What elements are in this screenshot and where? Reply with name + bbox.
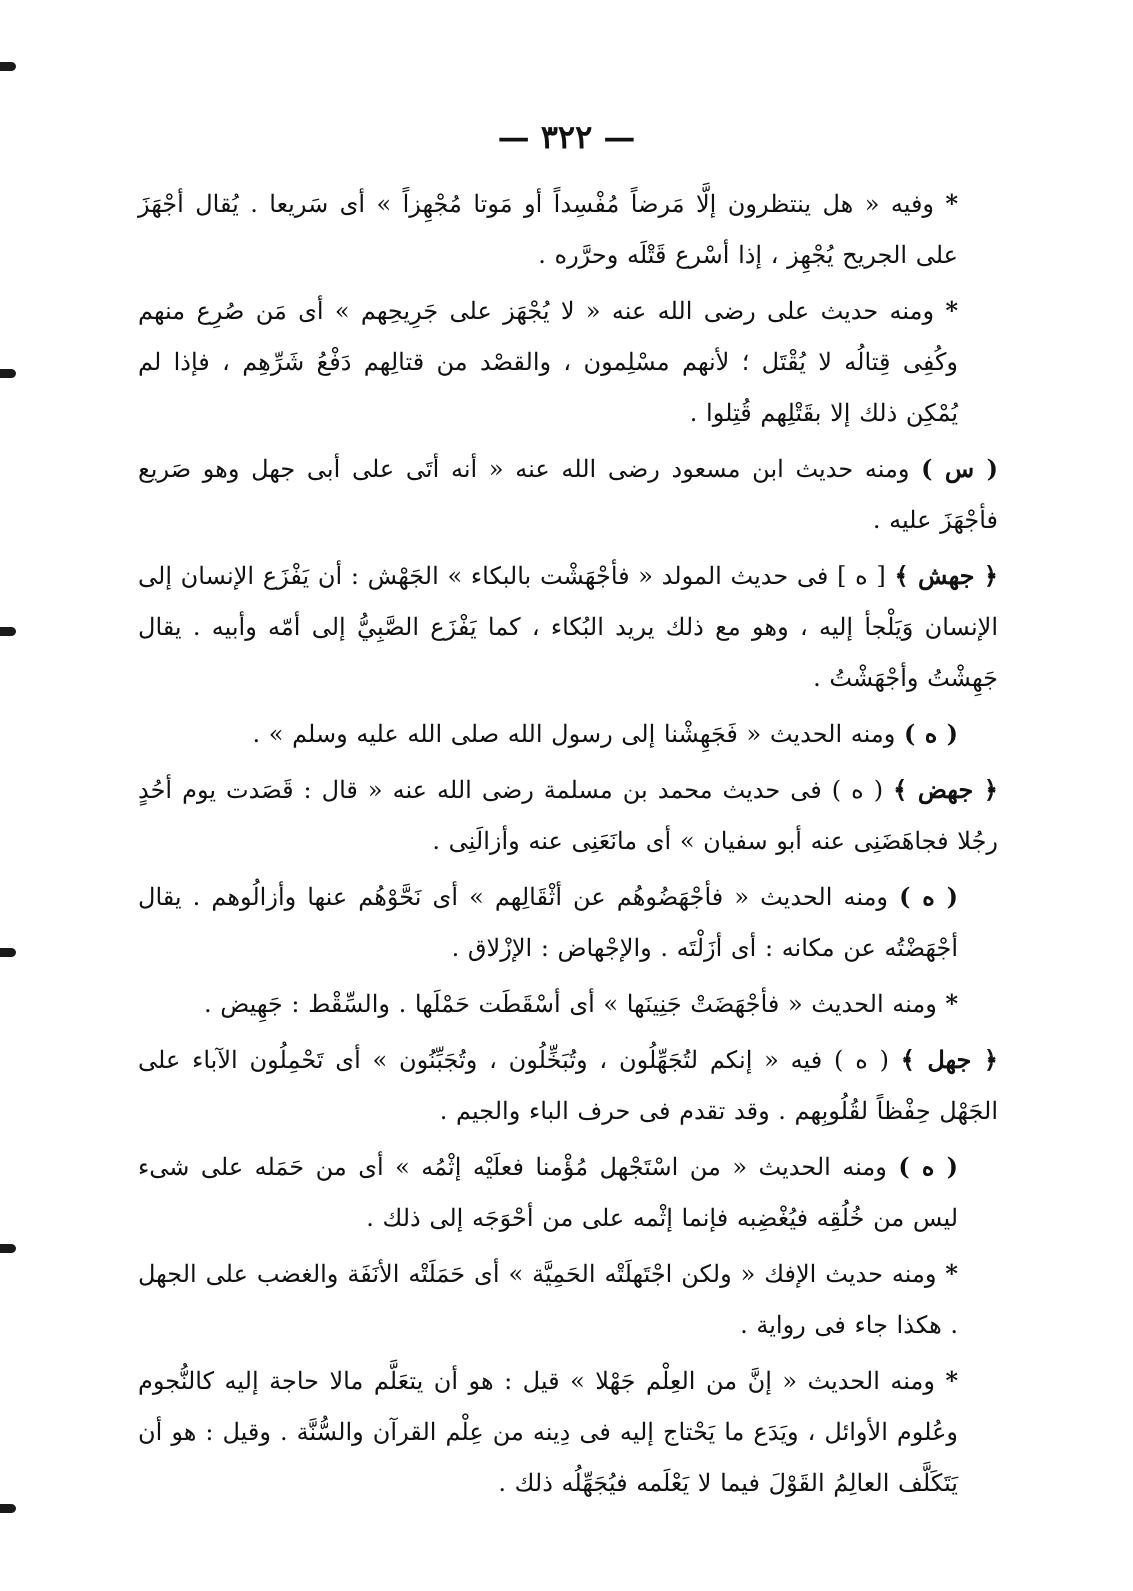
entry-paragraph	[138, 1141, 998, 1244]
entry-paragraph	[138, 708, 998, 760]
entry-text: ومنه الحديث « من اسْتَجْهل مُؤْمنا فعلَيْه إثْمُه » أى من حَمَله على شىء ليس من خُلُقِه فيُغْضِبه فإنما إثْمه على من أحْوَجَه إلى ذلك .	[138, 1153, 958, 1232]
entry-marker: ( ه )	[899, 882, 958, 911]
entry-text: ومنه الحديث « فأجْهَضُوهُم عن أثْقَالِهم » أى نَحَّوْهُم عنها وأزالُوهم . يقال أجْهَضْتُه عن مكانه : أى أزَلْتَه . والإجْهاض : الإزْلاق .	[138, 883, 958, 962]
entry-paragraph	[138, 764, 998, 867]
entry-marker: ( ه )	[898, 1152, 958, 1181]
entry-text: ومنه حديث الإفك « ولكن اجْتَهلَتْه الحَمِيَّة » أى حَمَلَتْه الأنَفَة والغضب على الجهل . هكذا جاء فى رواية .	[138, 1260, 958, 1339]
entry-text: ومنه الحديث « إنَّ من العِلْم جَهْلا » قيل : هو أن يتعَلَّم مالا حاجة إليه كالنُّجوم وعُلوم الأوائل ، ويَدَع ما يَحْتاج إليه فى دِينه من عِلْم القرآن والسُّنَّة . وقيل : هو أن يَتَكَلَّف العالِمُ القَوْلَ فيما لا يَعْلَمه فيُجَهِّلُه ذلك .	[138, 1367, 958, 1497]
entry-marker: ( ه )	[904, 719, 958, 748]
edge-mark	[0, 948, 16, 957]
edge-mark	[0, 62, 16, 71]
entry-text: ( ه ) فى حديث محمد بن مسلمة رضى الله عنه « قال : قَصَدت يوم أحُدٍ رجُلا فجاهَضَنِى عنه أبو سفيان » أى مانَعَنِى عنه وأزالَنِى .	[138, 776, 998, 855]
entry-marker: *	[945, 189, 958, 218]
entry-marker: *	[945, 296, 958, 325]
entry-text: ومنه حديث على رضى الله عنه « لا يُجْهَز على جَرِيحِهم » أى مَن صُرِع منهم وكُفِى قِتالُه لا يُقْتَل ؛ لأنهم مسْلِمون ، والقصْد من قتالِهم دَفْعُ شَرِّهِم ، فإذا لم يُمْكِن ذلك إلا بقَتْلِهم قُتِلوا .	[138, 297, 958, 427]
entry-headword: ﴿ جهل ﴾	[900, 1045, 998, 1074]
entry-paragraph	[138, 285, 998, 439]
entry-headword: ﴿ جهض ﴾	[893, 775, 998, 804]
entry-text: ومنه حديث ابن مسعود رضى الله عنه « أنه أتَى على أبى جهل وهو صَريع فأجْهَزَ عليه .	[138, 455, 998, 534]
page-number: — ٣٢٢ —	[497, 118, 636, 156]
entry-marker: *	[945, 989, 958, 1018]
entry-paragraph	[138, 550, 998, 704]
entry-text: ( ه ) فيه « إنكم لتُجَهِّلُون ، وتُبَخِّلُون ، وتُجَبِّنُون » أى تَحْمِلُون الآباء على الجَهْل حِفْظاً لقُلُوبِهم . وقد تقدم فى حرف الباء والجيم .	[138, 1046, 998, 1125]
entry-paragraph	[138, 1034, 998, 1137]
entry-text: وفيه « هل ينتظرون إلَّا مَرضاً مُفْسِداً أو مَوتا مُجْهِزاً » أى سَريعا . يُقال أجْهَزَ على الجريح يُجْهِز ، إذا أسْرع قَتْلَه وحرَّره .	[138, 190, 958, 269]
edge-mark	[0, 369, 16, 378]
entry-paragraph	[138, 1355, 998, 1509]
entry-headword: ﴿ جهش ﴾	[894, 561, 998, 590]
text-block	[138, 178, 998, 1513]
entry-paragraph	[138, 443, 998, 546]
entry-paragraph	[138, 978, 998, 1030]
entry-paragraph	[138, 1248, 998, 1351]
entry-marker: ( س )	[921, 454, 998, 483]
entry-paragraph	[138, 871, 998, 974]
entry-text: [ ه ] فى حديث المولد « فأجْهَشْت بالبكاء » الجَهْش : أن يَفْزَع الإنسان إلى الإنسان وَيَلْجأ إليه ، وهو مع ذلك يريد البُكاء ، كما يَفْزَع الصَّبِيُّ إلى أمّه وأبيه . يقال جَهِشْتُ وأجْهَشْتُ .	[138, 562, 998, 692]
edge-mark	[0, 1504, 16, 1513]
edge-mark	[0, 627, 16, 636]
entry-marker: *	[945, 1366, 958, 1395]
entry-marker: *	[945, 1259, 958, 1288]
entry-text: ومنه الحديث « فأجْهَضَتْ جَنِينَها » أى أسْقَطَت حَمْلَها . والسِّقْط : جَهِيض .	[203, 990, 937, 1018]
entry-paragraph	[138, 178, 998, 281]
entry-text: ومنه الحديث « فَجَهِشْنا إلى رسول الله صلى الله عليه وسلم » .	[252, 720, 896, 748]
edge-mark	[0, 1244, 16, 1253]
